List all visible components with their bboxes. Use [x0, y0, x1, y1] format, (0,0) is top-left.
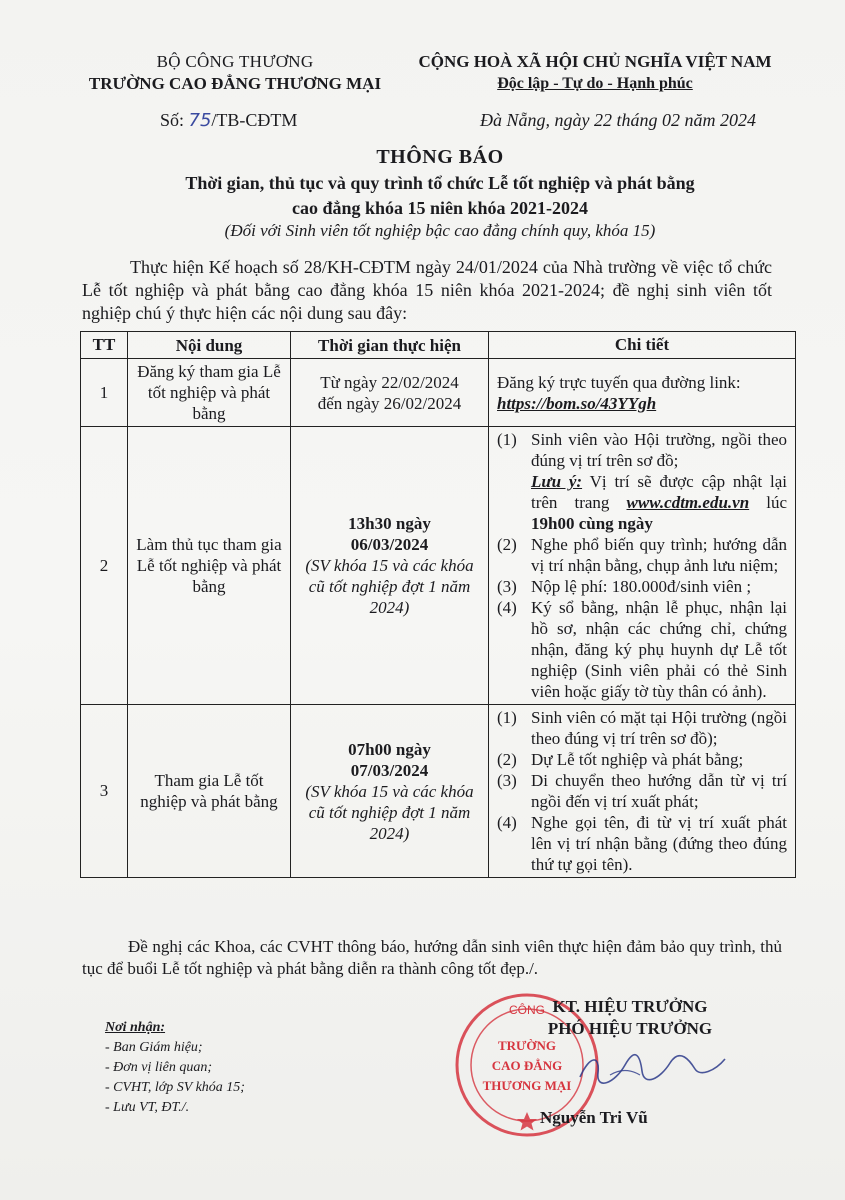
row1-tt: 1 [81, 359, 128, 427]
header-tt: TT [81, 332, 128, 359]
ministry-name: BỘ CÔNG THƯƠNG [156, 52, 314, 71]
signer-name: Nguyễn Tri Vũ [540, 1108, 648, 1127]
list-item [497, 770, 787, 812]
note-time: 19h00 cùng ngày [531, 514, 653, 533]
row1-content: Đăng ký tham gia Lễ tốt nghiệp và phát bằng [128, 359, 291, 427]
item-text: Nghe phổ biến quy trình; hướng dẫn vị trí nhận bằng, chụp ảnh lưu niệm; [531, 535, 787, 575]
stamp-line-3: THƯƠNG MẠI [482, 1078, 572, 1093]
signer-line-1: KT. HIỆU TRƯỞNG [552, 997, 708, 1016]
stamp-line-1: TRƯỜNG [497, 1038, 557, 1053]
item-number: (4) [497, 813, 517, 832]
item-text: Dự Lễ tốt nghiệp và phát bằng; [531, 750, 744, 769]
row2-time-a: 13h30 ngày [348, 514, 431, 533]
subtitle-note: (Đối với Sinh viên tốt nghiệp bậc cao đẳng chính quy, khóa 15) [224, 221, 656, 240]
item-number: (3) [497, 577, 517, 596]
national-motto: Độc lập - Tự do - Hạnh phúc [497, 75, 693, 92]
row1-detail [489, 359, 796, 427]
row2-items [497, 429, 787, 702]
website-link[interactable]: www.cdtm.edu.vn [626, 493, 750, 512]
row3-time-note: (SV khóa 15 và các khóa cũ tốt nghiệp đợt 1 năm 2024) [305, 781, 474, 843]
item-number: (3) [497, 771, 517, 790]
row2-time-b: 06/03/2024 [350, 535, 429, 554]
row2-detail [489, 427, 796, 705]
row1-time [291, 359, 489, 427]
document-number [160, 110, 297, 131]
list-item [497, 429, 787, 534]
recipients-heading: Nơi nhận [105, 1020, 161, 1035]
doc-number-prefix: Số: [160, 110, 189, 130]
doc-number-handwritten: 75 [188, 110, 212, 131]
closing-paragraph: Đề nghị các Khoa, các CVHT thông báo, hướng dẫn sinh viên thực hiện đảm bảo quy trình, thủ tục để buổi Lễ tốt nghiệp và phát bằng diễn ra thành công tốt đẹp./. [82, 937, 782, 978]
subtitle-line-1: Thời gian, thủ tục và quy trình tổ chức Lễ tốt nghiệp và phát bằng [185, 173, 695, 193]
school-name: TRƯỜNG CAO ĐẲNG THƯƠNG MẠI [88, 74, 382, 93]
table-row [81, 359, 796, 427]
header-right [405, 52, 785, 93]
item-number: (2) [497, 750, 517, 769]
item-number: (1) [497, 430, 517, 449]
signature-icon [570, 1035, 730, 1095]
intro-paragraph: Thực hiện Kế hoạch số 28/KH-CĐTM ngày 24/01/2024 của Nhà trường về việc tổ chức Lễ tốt nghiệp và phát bằng cao đẳng khóa 15 niên khóa 2021-2024; đề nghị sinh viên tốt nghiệp chú ý thực hiện các nội dung sau đây: [82, 257, 772, 323]
row2-tt: 2 [81, 427, 128, 705]
recipient-item: - CVHT, lớp SV khóa 15; [105, 1080, 245, 1095]
subtitle-line-2: cao đẳng khóa 15 niên khóa 2021-2024 [291, 198, 589, 218]
signer-line-2: PHÓ HIỆU TRƯỞNG [547, 1019, 713, 1038]
doc-number-suffix: /TB-CĐTM [211, 110, 298, 130]
table-header-row [81, 332, 796, 359]
list-item [497, 576, 787, 597]
row3-time [291, 705, 489, 878]
table-row [81, 427, 796, 705]
item-text: Sinh viên vào Hội trường, ngồi theo đúng vị trí trên sơ đồ; [531, 430, 787, 470]
item-text: Ký sổ bằng, nhận lễ phục, nhận lại hồ sơ, nhận các chứng chỉ, chứng nhận, đăng ký phụ huynh dự Lễ tốt nghiệp (Sinh viên phải có thẻ Sinh viên hoặc giấy tờ tùy thân có ảnh). [531, 598, 787, 701]
list-item [497, 534, 787, 576]
row1-detail-text: Đăng ký trực tuyến qua đường link: [497, 372, 741, 392]
registration-link[interactable]: https://bom.so/43YYgh [497, 393, 657, 413]
list-item [497, 597, 787, 702]
item-number: (1) [497, 708, 517, 727]
row1-time-a: Từ ngày 22/02/2024 [320, 372, 459, 392]
item-text: Nộp lệ phí: 180.000đ/sinh viên ; [531, 577, 752, 596]
recipients-block: Nơi nhận: - Ban Giám hiệu; - Đơn vị liên quan; - CVHT, lớp SV khóa 15; - Lưu VT, ĐT./. [105, 1018, 245, 1118]
list-item [497, 749, 787, 770]
item-text: Di chuyển theo hướng dẫn từ vị trí ngồi đến vị trí xuất phát; [531, 771, 787, 811]
row3-time-b: 07/03/2024 [350, 760, 429, 780]
recipient-item: - Lưu VT, ĐT./. [105, 1100, 190, 1115]
signer-block [500, 996, 760, 1040]
row1-time-b: đến ngày 26/02/2024 [317, 393, 462, 413]
row3-detail [489, 705, 796, 878]
title-block [60, 146, 820, 241]
stamp-ring-text: CÔNG [509, 1003, 545, 1017]
row2-time [291, 427, 489, 705]
header-left [70, 52, 400, 94]
row3-tt: 3 [81, 705, 128, 878]
row3-items [497, 707, 787, 875]
list-item [497, 812, 787, 875]
row3-content: Tham gia Lễ tốt nghiệp và phát bằng [128, 705, 291, 878]
table-row [81, 705, 796, 878]
row2-content: Làm thủ tục tham gia Lễ tốt nghiệp và phát bằng [128, 427, 291, 705]
date-line: Đà Nẵng, ngày 22 tháng 02 năm 2024 [480, 110, 756, 130]
row3-time-a: 07h00 ngày [348, 739, 431, 759]
stamp-line-2: CAO ĐẲNG [491, 1058, 563, 1073]
recipient-item: - Ban Giám hiệu; [105, 1040, 203, 1055]
note-text: Vị trí sẽ được cập nhật lại trên trang [531, 472, 788, 512]
recipient-item: - Đơn vị liên quan; [105, 1060, 213, 1075]
item-text: Nghe gọi tên, đi từ vị trí xuất phát lên vị trí nhận bằng (đứng theo đúng thứ tự gọi tên). [531, 813, 787, 874]
country-name: CỘNG HOÀ XÃ HỘI CHỦ NGHĨA VIỆT NAM [418, 52, 772, 71]
item-text: Sinh viên có mặt tại Hội trường (ngồi theo đúng vị trí trên sơ đồ); [531, 708, 787, 748]
row2-time-note: (SV khóa 15 và các khóa cũ tốt nghiệp đợt 1 năm 2024) [305, 556, 474, 617]
item-number: (4) [497, 598, 517, 617]
note-after: lúc [749, 493, 787, 512]
schedule-table [80, 331, 796, 878]
item-number: (2) [497, 535, 517, 554]
header-detail: Chi tiết [489, 332, 796, 359]
note-label: Lưu ý: [531, 472, 583, 491]
list-item [497, 707, 787, 749]
document-title: THÔNG BÁO [376, 146, 504, 168]
header-time: Thời gian thực hiện [291, 332, 489, 359]
header-content: Nội dung [128, 332, 291, 359]
